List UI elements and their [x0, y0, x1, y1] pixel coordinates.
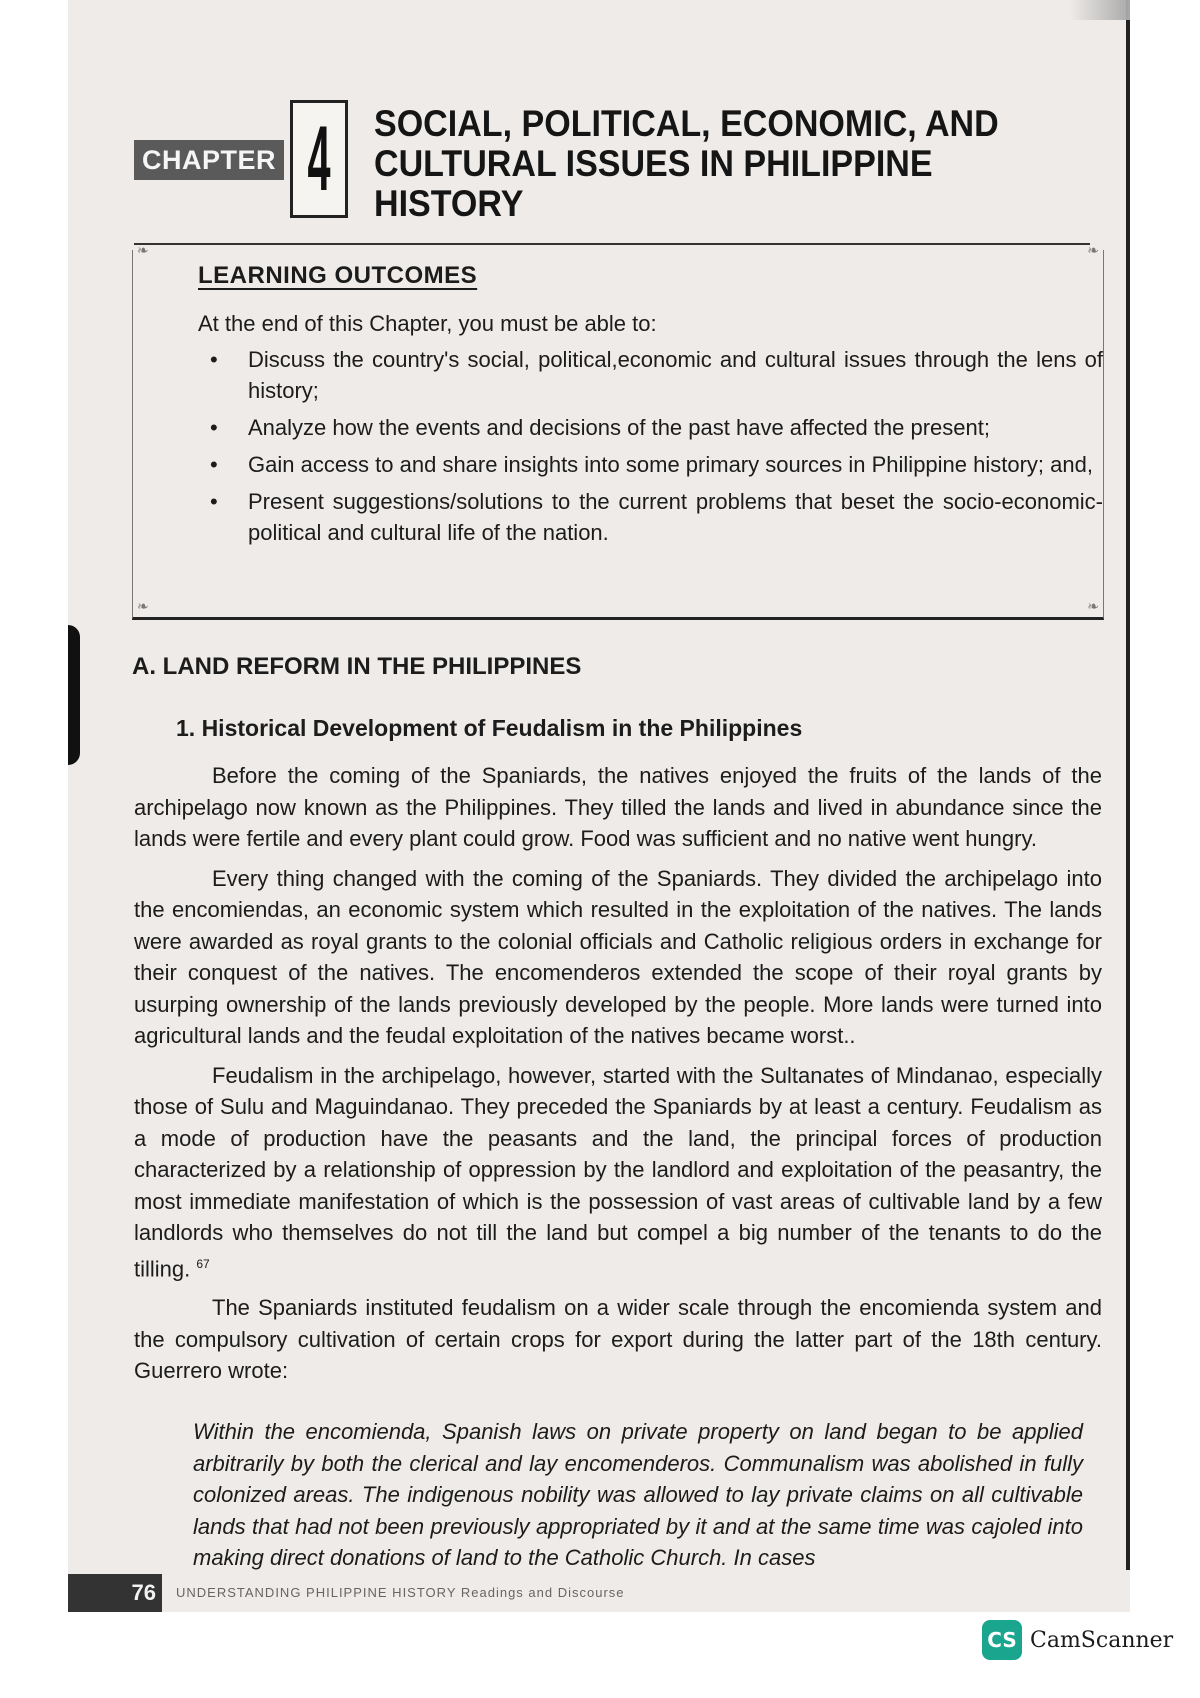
paragraph: Every thing changed with the coming of the Spaniards. They divided the archipelago into the encomiendas, an economic system which resulted in the exploitation of the natives. The lands were awarded as royal grants to the colonial officials and Catholic religious orders in exchange for their conquest of the natives. The encomenderos extended the scope of their royal grants by usurping ownership of the lands previously developed by the people. More lands were turned into agricultural lands and the feudal exploitation of the natives became worst.. — [134, 865, 1102, 1048]
learning-outcomes-list — [198, 344, 1103, 554]
camscanner-name: CamScanner — [1030, 1627, 1174, 1653]
body-text — [134, 760, 1102, 1395]
running-title: UNDERSTANDING PHILIPPINE HISTORY Readings and Discourse — [176, 1585, 625, 1600]
section-heading: A. LAND REFORM IN THE PHILIPPINES — [132, 653, 582, 680]
bullet-icon: • — [210, 452, 218, 477]
scan-binding-shadow — [68, 625, 80, 765]
outcome-item — [198, 412, 1103, 443]
paragraph — [134, 1060, 1102, 1285]
corner-ornament-icon: ❧ — [1087, 598, 1099, 614]
corner-ornament-icon: ❧ — [1087, 242, 1099, 258]
title-divider — [134, 243, 1090, 245]
scan-smudge — [1070, 0, 1130, 20]
learning-outcomes-heading: LEARNING OUTCOMES — [198, 262, 478, 289]
block-quote: Within the encomienda, Spanish laws on private property on land began to be applied arbitrarily by both the clerical and lay encomenderos. Communalism was abolished in fully colonized areas. The indigenous nobility was allowed to lay private claims on all cultivable lands that had not been previously appropriated by it and at the same time was cajoled into making direct donations of land to the Catholic Church. In cases — [193, 1419, 1083, 1570]
outcome-item — [198, 486, 1103, 548]
outcome-text: Analyze how the events and decisions of the past have affected the present; — [248, 415, 990, 440]
bullet-icon: • — [210, 415, 218, 440]
outcome-item — [198, 344, 1103, 406]
outcome-text: Discuss the country's social, political,economic and cultural issues through the lens of history; — [248, 347, 1103, 403]
corner-ornament-icon: ❧ — [137, 242, 149, 258]
paragraph: Before the coming of the Spaniards, the natives enjoyed the fruits of the lands of the archipelago now known as the Philippines. They tilled the lands and lived in abundance since the lands were fertile and every plant could grow. Food was sufficient and no native went hungry. — [134, 763, 1102, 851]
paragraph-text: Feudalism in the archipelago, however, started with the Sultanates of Mindanao, especially those of Sulu and Maguindanao. They preceded the Spaniards by at least a century. Feudalism as a mode of production have the peasants and the land, the principal forces of production characterized by a relationship of oppression by the landlord and exploitation of the peasantry, the most immediate manifestation of which is the possession of vast areas of cultivable land by a few landlords who themselves do not till the land but compel a big number of the tenants to do the tilling. — [134, 1062, 1102, 1281]
chapter-number: 4 — [307, 108, 331, 210]
document-page — [68, 0, 1130, 1612]
learning-outcomes-intro: At the end of this Chapter, you must be able to: — [198, 311, 657, 336]
bullet-icon: • — [210, 489, 218, 514]
camscanner-watermark — [982, 1620, 1173, 1660]
outcome-text: Gain access to and share insights into some primary sources in Philippine history; and, — [248, 452, 1093, 477]
chapter-title: SOCIAL, POLITICAL, ECONOMIC, AND CULTURAL ISSUES IN PHILIPPINE HISTORY — [374, 103, 999, 224]
outcome-item — [198, 449, 1103, 480]
paragraph: The Spaniards instituted feudalism on a wider scale through the encomienda system and the compulsory cultivation of certain crops for export during the latter part of the 18th century. Guerrero wrote: — [134, 1295, 1102, 1384]
subsection-heading: 1. Historical Development of Feudalism in the Philippines — [176, 715, 803, 741]
camscanner-logo-icon: CS — [982, 1620, 1022, 1660]
outcome-text: Present suggestions/solutions to the current problems that beset the socio-economic-political and cultural life of the nation. — [248, 489, 1103, 545]
chapter-number-box — [290, 100, 348, 218]
chapter-label: CHAPTER — [134, 140, 284, 180]
page-edge-shadow — [1126, 0, 1130, 1612]
footnote-reference: 67 — [196, 1256, 210, 1271]
corner-ornament-icon: ❧ — [137, 598, 149, 614]
bullet-icon: • — [210, 347, 218, 372]
page-number: 76 — [68, 1574, 162, 1612]
